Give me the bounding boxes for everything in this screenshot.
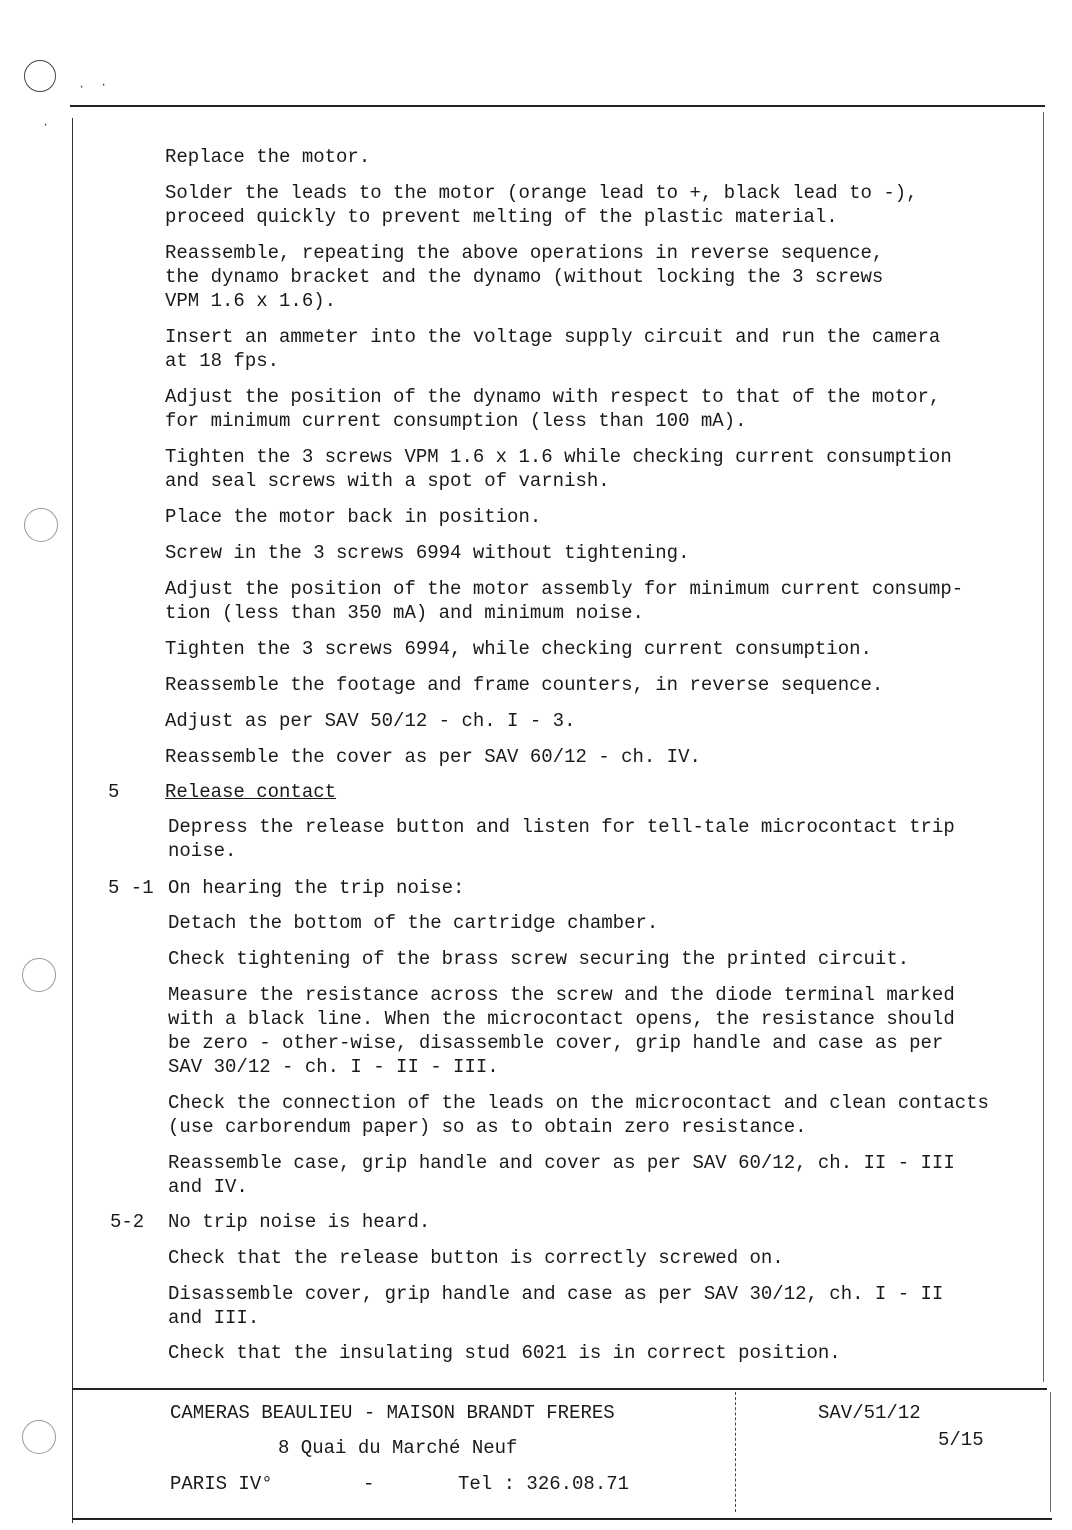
footer-address: 8 Quai du Marché Neuf xyxy=(278,1437,518,1459)
scan-speck: · xyxy=(78,80,86,94)
footer-city: PARIS IV° xyxy=(170,1473,273,1495)
instruction-paragraph: Adjust as per SAV 50/12 - ch. I - 3. xyxy=(165,710,576,732)
instruction-paragraph: Screw in the 3 screws 6994 without tightening. xyxy=(165,542,690,564)
subsection-heading: On hearing the trip noise: xyxy=(168,877,465,899)
punch-hole-mark xyxy=(24,508,58,542)
instruction-paragraph: Reassemble the cover as per SAV 60/12 - ch. IV. xyxy=(165,746,701,768)
instruction-paragraph: Reassemble case, grip handle and cover as per SAV 60/12, ch. II - III and IV. xyxy=(168,1152,955,1198)
instruction-paragraph: Tighten the 3 screws 6994, while checking current consumption. xyxy=(165,638,872,660)
punch-hole-mark xyxy=(22,958,56,992)
instruction-paragraph: Detach the bottom of the cartridge chamber. xyxy=(168,912,659,934)
instruction-paragraph: Measure the resistance across the screw and the diode terminal marked with a black line. When the microcontact opens, the resistance should be zero - other-wise, disassemble cover, grip handle and case as per SAV 30/12 - ch. I - II - III. xyxy=(168,984,955,1078)
footer-divider xyxy=(735,1392,737,1512)
instruction-paragraph: Tighten the 3 screws VPM 1.6 x 1.6 while checking current consumption and seal screws with a spot of varnish. xyxy=(165,446,952,492)
scan-speck: · xyxy=(100,78,108,92)
footer-top-rule xyxy=(72,1388,1047,1390)
footer-separator: - xyxy=(363,1473,375,1495)
top-rule xyxy=(70,105,1045,107)
instruction-paragraph: Insert an ammeter into the voltage supply circuit and run the camera at 18 fps. xyxy=(165,326,941,372)
instruction-paragraph: Check that the insulating stud 6021 is in correct position. xyxy=(168,1342,841,1364)
subsection-heading: No trip noise is heard. xyxy=(168,1211,431,1233)
footer-company: CAMERAS BEAULIEU - MAISON BRANDT FRERES xyxy=(170,1402,615,1424)
section-heading: Release contact xyxy=(165,781,337,803)
subsection-number: 5-2 xyxy=(110,1211,145,1233)
instruction-paragraph: Reassemble the footage and frame counters, in reverse sequence. xyxy=(165,674,884,696)
instruction-paragraph: Check that the release button is correctly screwed on. xyxy=(168,1247,784,1269)
instruction-paragraph: Check tightening of the brass screw securing the printed circuit. xyxy=(168,948,910,970)
instruction-paragraph: Depress the release button and listen for tell-tale microcontact trip noise. xyxy=(168,816,955,862)
footer-right-rule xyxy=(1050,1392,1051,1512)
instruction-paragraph: Reassemble, repeating the above operations in reverse sequence, the dynamo bracket and the dynamo (without locking the 3 screws VPM 1.6 x 1.6). xyxy=(165,242,884,312)
instruction-paragraph: Replace the motor. xyxy=(165,146,371,168)
instruction-paragraph: Check the connection of the leads on the microcontact and clean contacts (use carborendum paper) so as to obtain zero resistance. xyxy=(168,1092,989,1138)
footer-doc-reference: SAV/51/12 xyxy=(818,1402,921,1424)
scan-speck: · xyxy=(42,118,50,132)
subsection-number: 5 -1 xyxy=(108,877,154,899)
footer-page-number: 5/15 xyxy=(938,1429,984,1451)
instruction-paragraph: Place the motor back in position. xyxy=(165,506,542,528)
punch-hole-mark xyxy=(24,60,56,92)
section-number: 5 xyxy=(108,781,120,803)
instruction-paragraph: Adjust the position of the motor assembly for minimum current consump- tion (less than 350 mA) and minimum noise. xyxy=(165,578,964,624)
instruction-paragraph: Adjust the position of the dynamo with respect to that of the motor, for minimum current consumption (less than 100 mA). xyxy=(165,386,941,432)
punch-hole-mark xyxy=(22,1420,56,1454)
right-margin-rule xyxy=(1043,112,1044,1382)
footer-bottom-rule xyxy=(72,1518,1052,1520)
instruction-paragraph: Disassemble cover, grip handle and case as per SAV 30/12, ch. I - II and III. xyxy=(168,1283,944,1329)
left-margin-rule xyxy=(72,118,73,1523)
footer-telephone: Tel : 326.08.71 xyxy=(458,1473,630,1495)
instruction-paragraph: Solder the leads to the motor (orange lead to +, black lead to -), proceed quickly to prevent melting of the plastic material. xyxy=(165,182,918,228)
